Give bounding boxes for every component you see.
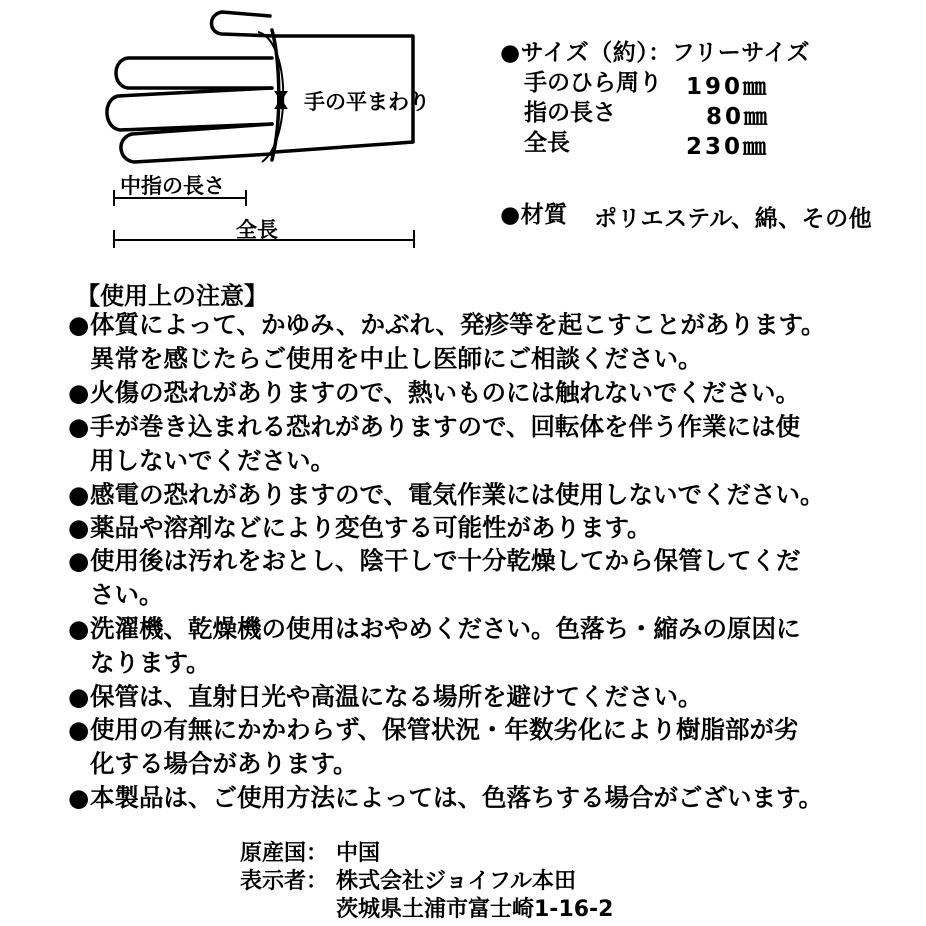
- spec-name-palm: 手のひら周り: [524, 70, 662, 96]
- bullet-icon: ●: [68, 682, 90, 711]
- spec-name-total: 全長: [524, 130, 570, 156]
- caution-line: なります。: [90, 648, 211, 677]
- palm-circumference-label: 手の平まわり: [304, 90, 430, 114]
- bullet-icon: ●: [68, 412, 90, 441]
- caution-line: 使用の有無にかかわらず、保管状況・年数劣化により樹脂部が劣: [90, 715, 799, 744]
- total-length-label: 全長: [236, 218, 278, 242]
- bullet-icon: ●: [68, 310, 90, 339]
- bullet-icon: ●: [68, 614, 90, 643]
- bullet-icon: ●: [68, 546, 90, 575]
- caution-item: [68, 478, 868, 512]
- caution-line: 薬品や溶剤などにより変色する可能性があります。: [90, 513, 652, 542]
- spec-name-finger: 指の長さ: [524, 100, 616, 126]
- glove-diagram: [0, 0, 470, 260]
- caution-item: [68, 544, 868, 612]
- caution-line: 異常を感じたらご使用を中止し医師にご相談ください。: [90, 344, 703, 373]
- spec-value-total: 230㎜: [686, 134, 770, 160]
- caution-line: 感電の恐れがありますので、電気作業には使用しないでください。: [90, 480, 825, 509]
- bullet-icon: ●: [68, 513, 90, 542]
- caution-item: [68, 781, 868, 815]
- bullet-icon: ●: [68, 480, 90, 509]
- bullet-icon: ●: [68, 783, 90, 812]
- caution-line: 保管は、直射日光や高温になる場所を避けてください。: [90, 682, 703, 711]
- maker-value: 株式会社ジョイフル本田: [336, 869, 577, 894]
- caution-item: [68, 511, 868, 545]
- caution-line: 体質によって、かゆみ、かぶれ、発疹等を起こすことがあります。: [90, 310, 826, 339]
- caution-line: 洗濯機、乾燥機の使用はおやめください。色落ち・縮みの原因に: [90, 614, 801, 643]
- caution-item: [68, 680, 868, 714]
- caution-item: [68, 612, 868, 680]
- caution-line: 火傷の恐れがありますので、熱いものには触れないでください。: [90, 378, 801, 407]
- material-label: ●材質: [500, 202, 568, 228]
- origin-country-label: 原産国：: [240, 841, 329, 866]
- caution-item: [68, 410, 868, 478]
- caution-line: 使用後は汚れをおとし、陰干しで十分乾燥してから保管してくだ: [90, 546, 801, 575]
- maker-address: 茨城県土浦市富士崎1-16-2: [336, 897, 614, 922]
- caution-item: [68, 308, 868, 376]
- caution-line: 化する場合があります。: [90, 749, 358, 778]
- bullet-icon: ●: [68, 715, 90, 744]
- spec-value-finger: 80㎜: [706, 104, 771, 130]
- material-value: ポリエステル、綿、その他: [594, 206, 873, 232]
- finger-length-label: 中指の長さ: [120, 174, 225, 198]
- caution-line: 手が巻き込まれる恐れがありますので、回転体を伴う作業には使: [90, 412, 801, 441]
- size-line: ●サイズ（約）：フリーサイズ: [500, 40, 810, 66]
- caution-line: さい。: [90, 580, 164, 609]
- spec-value-palm: 190㎜: [686, 74, 770, 100]
- caution-line: 用しないでください。: [90, 446, 335, 475]
- origin-country-value: 中国: [336, 841, 381, 866]
- bullet-icon: ●: [68, 378, 90, 407]
- caution-line: 本製品は、ご使用方法によっては、色落ちする場合がございます。: [90, 783, 824, 812]
- maker-label: 表示者：: [240, 869, 329, 894]
- caution-item: [68, 713, 868, 781]
- caution-item: [68, 376, 868, 410]
- caution-heading: 【使用上の注意】: [76, 282, 268, 310]
